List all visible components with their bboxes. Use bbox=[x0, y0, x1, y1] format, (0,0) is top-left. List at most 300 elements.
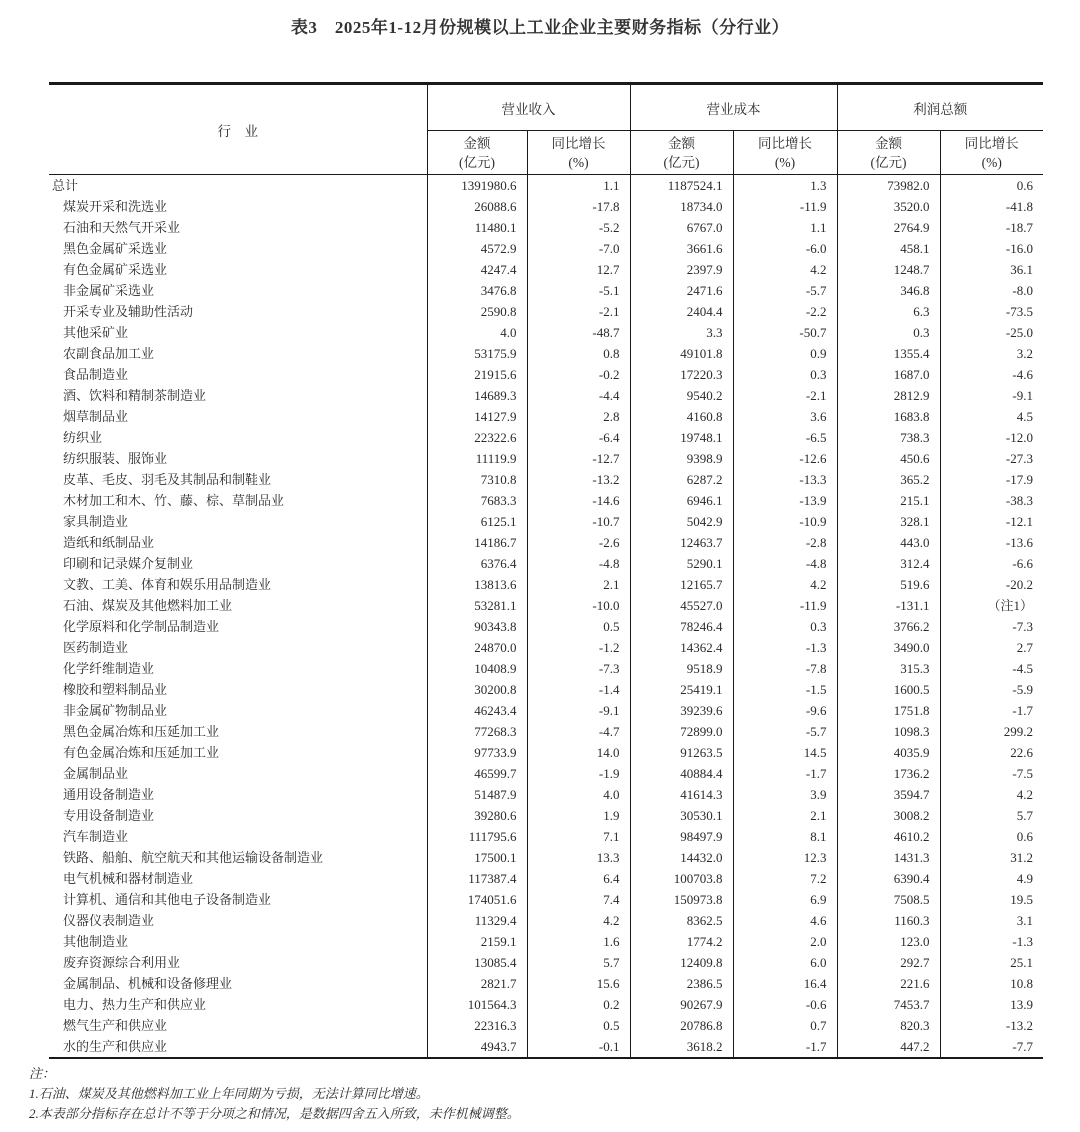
value-cell: 2386.5 bbox=[630, 973, 733, 994]
value-cell: -12.0 bbox=[1005, 430, 1033, 445]
value-cell: 4.2 bbox=[733, 259, 837, 280]
industry-cell: 电力、热力生产和供应业 bbox=[49, 994, 427, 1015]
industry-cell: 医药制造业 bbox=[49, 637, 427, 658]
value-cell: -1.5 bbox=[733, 679, 837, 700]
value-cell: 0.6 bbox=[1016, 829, 1033, 844]
value-cell: 0.3 bbox=[733, 616, 837, 637]
industry-cell: 化学原料和化学制品制造业 bbox=[49, 616, 427, 637]
value-cell: 22316.3 bbox=[427, 1015, 527, 1036]
value-cell: 1751.8 bbox=[837, 700, 940, 721]
value-cell: 101564.3 bbox=[427, 994, 527, 1015]
value-cell: 4247.4 bbox=[427, 259, 527, 280]
value-cell: 450.6 bbox=[837, 448, 940, 469]
value-cell: 2812.9 bbox=[837, 385, 940, 406]
value-cell: -16.0 bbox=[1005, 241, 1033, 256]
column-group-operating-cost: 营业成本 bbox=[630, 84, 837, 131]
value-cell: -20.2 bbox=[1005, 577, 1033, 592]
value-cell: -13.2 bbox=[527, 469, 630, 490]
value-cell: -4.5 bbox=[1012, 661, 1033, 676]
value-cell: 21915.6 bbox=[427, 364, 527, 385]
value-cell: 97733.9 bbox=[427, 742, 527, 763]
industry-cell: 石油和天然气开采业 bbox=[49, 217, 427, 238]
value-cell: -5.7 bbox=[733, 280, 837, 301]
column-subheader-revenue-amount bbox=[427, 131, 527, 175]
value-cell: 90267.9 bbox=[630, 994, 733, 1015]
value-cell: 1431.3 bbox=[837, 847, 940, 868]
value-cell: 14186.7 bbox=[427, 532, 527, 553]
column-subheader-revenue-growth bbox=[527, 131, 630, 175]
value-cell: 6946.1 bbox=[630, 490, 733, 511]
value-cell: 3.2 bbox=[1016, 346, 1033, 361]
value-cell: 12.7 bbox=[527, 259, 630, 280]
value-cell: 19748.1 bbox=[630, 427, 733, 448]
value-cell: -6.5 bbox=[733, 427, 837, 448]
value-cell: 30530.1 bbox=[630, 805, 733, 826]
value-cell: 14362.4 bbox=[630, 637, 733, 658]
value-cell: 5.7 bbox=[1016, 808, 1033, 823]
value-cell: -131.1 bbox=[837, 595, 940, 616]
value-cell: 3594.7 bbox=[837, 784, 940, 805]
value-cell: -4.6 bbox=[1012, 367, 1033, 382]
value-cell: 10.8 bbox=[1010, 976, 1033, 991]
industry-cell: 煤炭开采和洗选业 bbox=[49, 196, 427, 217]
value-cell: 1160.3 bbox=[837, 910, 940, 931]
value-cell: -27.3 bbox=[1005, 451, 1033, 466]
table-row bbox=[49, 196, 1043, 217]
value-cell: 4943.7 bbox=[427, 1036, 527, 1058]
column-subheader-profit-growth bbox=[940, 131, 1043, 175]
value-cell: 519.6 bbox=[837, 574, 940, 595]
value-cell: 46599.7 bbox=[427, 763, 527, 784]
column-subheader-cost-amount bbox=[630, 131, 733, 175]
industry-cell: 石油、煤炭及其他燃料加工业 bbox=[49, 595, 427, 616]
value-cell: -6.6 bbox=[1012, 556, 1033, 571]
industry-cell: 纺织服装、服饰业 bbox=[49, 448, 427, 469]
value-cell: 7.1 bbox=[527, 826, 630, 847]
value-cell: -1.4 bbox=[527, 679, 630, 700]
value-cell: 443.0 bbox=[837, 532, 940, 553]
value-cell: 14.0 bbox=[527, 742, 630, 763]
value-cell: -1.7 bbox=[733, 1036, 837, 1058]
value-cell: 2404.4 bbox=[630, 301, 733, 322]
subheader-line1: 同比增长 bbox=[964, 135, 1019, 151]
value-cell: -6.4 bbox=[527, 427, 630, 448]
notes-label: 注： bbox=[29, 1066, 56, 1081]
value-cell: 215.1 bbox=[837, 490, 940, 511]
value-cell: -11.9 bbox=[733, 196, 837, 217]
value-cell: 4.2 bbox=[527, 910, 630, 931]
value-cell: 4.9 bbox=[1016, 871, 1033, 886]
value-cell: -0.2 bbox=[527, 364, 630, 385]
column-group-total-profit: 利润总额 bbox=[837, 84, 1043, 131]
value-cell: 4.0 bbox=[427, 322, 527, 343]
table-row bbox=[49, 826, 1043, 847]
value-cell: 3.9 bbox=[733, 784, 837, 805]
industry-cell: 电气机械和器材制造业 bbox=[49, 868, 427, 889]
subheader-line2: (%) bbox=[774, 154, 796, 170]
value-cell: -6.0 bbox=[733, 238, 837, 259]
industry-cell: 食品制造业 bbox=[49, 364, 427, 385]
value-cell: 7.4 bbox=[527, 889, 630, 910]
value-cell: 6.9 bbox=[733, 889, 837, 910]
value-cell: 0.9 bbox=[733, 343, 837, 364]
industry-cell: 非金属矿采选业 bbox=[49, 280, 427, 301]
value-cell: 0.3 bbox=[733, 364, 837, 385]
value-cell: 51487.9 bbox=[427, 784, 527, 805]
value-cell: 2821.7 bbox=[427, 973, 527, 994]
value-cell: -25.0 bbox=[1005, 325, 1033, 340]
value-cell: 0.8 bbox=[527, 343, 630, 364]
value-cell: -12.1 bbox=[1005, 514, 1033, 529]
value-cell: 1391980.6 bbox=[427, 175, 527, 197]
value-cell: 31.2 bbox=[1010, 850, 1033, 865]
value-cell: 458.1 bbox=[837, 238, 940, 259]
value-cell: 5290.1 bbox=[630, 553, 733, 574]
value-cell: 4.2 bbox=[733, 574, 837, 595]
subheader-line1: 同比增长 bbox=[758, 135, 812, 151]
value-cell: 41614.3 bbox=[630, 784, 733, 805]
value-cell: 39239.6 bbox=[630, 700, 733, 721]
value-cell: 150973.8 bbox=[630, 889, 733, 910]
value-cell: 14689.3 bbox=[427, 385, 527, 406]
value-cell: -13.6 bbox=[1005, 535, 1033, 550]
value-cell: -18.7 bbox=[1005, 220, 1033, 235]
value-cell: 98497.9 bbox=[630, 826, 733, 847]
value-cell: -48.7 bbox=[527, 322, 630, 343]
value-cell: 13.9 bbox=[1010, 997, 1033, 1012]
value-cell: 14432.0 bbox=[630, 847, 733, 868]
subheader-line1: 金额 bbox=[463, 135, 491, 151]
page-title: 表3 2025年1-12月份规模以上工业企业主要财务指标（分行业） bbox=[290, 18, 790, 37]
value-cell: 2159.1 bbox=[427, 931, 527, 952]
industry-cell: 木材加工和木、竹、藤、棕、草制品业 bbox=[49, 490, 427, 511]
industry-cell: 印刷和记录媒介复制业 bbox=[49, 553, 427, 574]
value-cell: 7310.8 bbox=[427, 469, 527, 490]
value-cell: 5.7 bbox=[527, 952, 630, 973]
value-cell: -10.9 bbox=[733, 511, 837, 532]
value-cell: -1.9 bbox=[527, 763, 630, 784]
value-cell: 3618.2 bbox=[630, 1036, 733, 1058]
industry-cell: 烟草制品业 bbox=[49, 406, 427, 427]
value-cell: 6287.2 bbox=[630, 469, 733, 490]
value-cell: -0.6 bbox=[733, 994, 837, 1015]
industry-cell: 金属制品业 bbox=[49, 763, 427, 784]
value-cell: 49101.8 bbox=[630, 343, 733, 364]
value-cell: 447.2 bbox=[837, 1036, 940, 1058]
value-cell: 4610.2 bbox=[837, 826, 940, 847]
value-cell: 0.5 bbox=[527, 1015, 630, 1036]
value-cell: 2.1 bbox=[527, 574, 630, 595]
table-row bbox=[49, 490, 1043, 511]
value-cell: 11329.4 bbox=[427, 910, 527, 931]
value-cell: 78246.4 bbox=[630, 616, 733, 637]
subheader-line2: (亿元) bbox=[459, 154, 495, 170]
industry-cell: 黑色金属冶炼和压延加工业 bbox=[49, 721, 427, 742]
value-cell: -5.2 bbox=[527, 217, 630, 238]
industry-cell: 总计 bbox=[49, 175, 427, 197]
subheader-line2: (亿元) bbox=[663, 154, 700, 170]
value-cell: 4160.8 bbox=[630, 406, 733, 427]
value-cell: 25.1 bbox=[1010, 955, 1033, 970]
value-cell: 6767.0 bbox=[630, 217, 733, 238]
table-row bbox=[49, 364, 1043, 385]
industry-cell: 橡胶和塑料制品业 bbox=[49, 679, 427, 700]
value-cell: 8362.5 bbox=[630, 910, 733, 931]
value-cell: 9398.9 bbox=[630, 448, 733, 469]
value-cell: 20786.8 bbox=[630, 1015, 733, 1036]
value-cell: 14127.9 bbox=[427, 406, 527, 427]
value-cell: 1187524.1 bbox=[630, 175, 733, 197]
value-cell: -8.0 bbox=[1012, 283, 1033, 298]
value-cell: -2.1 bbox=[527, 301, 630, 322]
value-cell: 0.7 bbox=[733, 1015, 837, 1036]
value-cell: -7.7 bbox=[1012, 1039, 1033, 1054]
value-cell: -1.2 bbox=[527, 637, 630, 658]
value-cell: 1600.5 bbox=[837, 679, 940, 700]
value-cell: -10.0 bbox=[527, 595, 630, 616]
table-row bbox=[49, 847, 1043, 868]
value-cell: 1736.2 bbox=[837, 763, 940, 784]
value-cell: 36.1 bbox=[1010, 262, 1033, 277]
value-cell: 8.1 bbox=[733, 826, 837, 847]
value-cell: -13.2 bbox=[1005, 1018, 1033, 1033]
value-cell: 14.5 bbox=[733, 742, 837, 763]
value-cell: -9.1 bbox=[527, 700, 630, 721]
table-row bbox=[49, 217, 1043, 238]
notes-section bbox=[29, 1064, 1080, 1124]
table-row bbox=[49, 868, 1043, 889]
value-cell: 3490.0 bbox=[837, 637, 940, 658]
value-cell: -13.3 bbox=[733, 469, 837, 490]
value-cell: 4572.9 bbox=[427, 238, 527, 259]
industry-cell: 家具制造业 bbox=[49, 511, 427, 532]
value-cell: 46243.4 bbox=[427, 700, 527, 721]
subheader-line2: (亿元) bbox=[870, 154, 907, 170]
subheader-line1: 金额 bbox=[668, 135, 695, 151]
table-row bbox=[49, 532, 1043, 553]
industry-cell: 金属制品、机械和设备修理业 bbox=[49, 973, 427, 994]
industry-cell: 造纸和纸制品业 bbox=[49, 532, 427, 553]
industry-cell: 有色金属矿采选业 bbox=[49, 259, 427, 280]
value-cell: 3.6 bbox=[733, 406, 837, 427]
table-row bbox=[49, 931, 1043, 952]
column-header-industry: 行 业 bbox=[49, 84, 427, 175]
value-cell: -5.7 bbox=[733, 721, 837, 742]
subheader-line1: 金额 bbox=[875, 135, 902, 151]
value-cell: 7453.7 bbox=[837, 994, 940, 1015]
industry-cell: 燃气生产和供应业 bbox=[49, 1015, 427, 1036]
value-cell: 111795.6 bbox=[427, 826, 527, 847]
value-cell: 9518.9 bbox=[630, 658, 733, 679]
industry-cell: 废弃资源综合利用业 bbox=[49, 952, 427, 973]
value-cell: -9.1 bbox=[1012, 388, 1033, 403]
table-row bbox=[49, 322, 1043, 343]
value-cell: 90343.8 bbox=[427, 616, 527, 637]
value-cell: 39280.6 bbox=[427, 805, 527, 826]
value-cell: 12409.8 bbox=[630, 952, 733, 973]
value-cell: 7683.3 bbox=[427, 490, 527, 511]
column-subheader-profit-amount bbox=[837, 131, 940, 175]
value-cell: 25419.1 bbox=[630, 679, 733, 700]
value-cell: -12.6 bbox=[733, 448, 837, 469]
table-row bbox=[49, 637, 1043, 658]
value-cell: 2.0 bbox=[733, 931, 837, 952]
value-cell: 17500.1 bbox=[427, 847, 527, 868]
value-cell: 26088.6 bbox=[427, 196, 527, 217]
value-cell: 6390.4 bbox=[837, 868, 940, 889]
value-cell: 3520.0 bbox=[837, 196, 940, 217]
industry-cell: 有色金属冶炼和压延加工业 bbox=[49, 742, 427, 763]
value-cell: -7.5 bbox=[1012, 766, 1033, 781]
subheader-line2: (%) bbox=[568, 154, 589, 170]
industry-cell: 其他制造业 bbox=[49, 931, 427, 952]
value-cell: 3661.6 bbox=[630, 238, 733, 259]
value-cell: 346.8 bbox=[837, 280, 940, 301]
value-cell: -5.9 bbox=[1012, 682, 1033, 697]
value-cell: -11.9 bbox=[733, 595, 837, 616]
value-cell: 91263.5 bbox=[630, 742, 733, 763]
header-group-row bbox=[49, 84, 1043, 131]
value-cell: -38.3 bbox=[1005, 493, 1033, 508]
value-cell: 1774.2 bbox=[630, 931, 733, 952]
value-cell: -73.5 bbox=[1005, 304, 1033, 319]
value-cell: 2471.6 bbox=[630, 280, 733, 301]
table-row bbox=[49, 889, 1043, 910]
value-cell: 4035.9 bbox=[837, 742, 940, 763]
value-cell: 5042.9 bbox=[630, 511, 733, 532]
value-cell: -5.1 bbox=[527, 280, 630, 301]
value-cell: -17.9 bbox=[1005, 472, 1033, 487]
value-cell: 6.0 bbox=[733, 952, 837, 973]
industry-cell: 农副食品加工业 bbox=[49, 343, 427, 364]
value-cell: 15.6 bbox=[527, 973, 630, 994]
value-cell: -4.7 bbox=[527, 721, 630, 742]
value-cell: 3766.2 bbox=[837, 616, 940, 637]
industry-cell: 酒、饮料和精制茶制造业 bbox=[49, 385, 427, 406]
industry-cell: 专用设备制造业 bbox=[49, 805, 427, 826]
table-row bbox=[49, 952, 1043, 973]
value-cell: -1.7 bbox=[1012, 703, 1033, 718]
value-cell: 17220.3 bbox=[630, 364, 733, 385]
table-row bbox=[49, 616, 1043, 637]
table-row bbox=[49, 994, 1043, 1015]
industry-cell: 水的生产和供应业 bbox=[49, 1036, 427, 1058]
table-row bbox=[49, 385, 1043, 406]
table-row bbox=[49, 427, 1043, 448]
value-cell: 30200.8 bbox=[427, 679, 527, 700]
table-row bbox=[49, 343, 1043, 364]
table-row bbox=[49, 1015, 1043, 1036]
value-cell: 11480.1 bbox=[427, 217, 527, 238]
value-cell: -41.8 bbox=[1005, 199, 1033, 214]
value-cell: 820.3 bbox=[837, 1015, 940, 1036]
value-cell: 4.5 bbox=[1016, 409, 1033, 424]
value-cell: 0.3 bbox=[837, 322, 940, 343]
table-row bbox=[49, 511, 1043, 532]
value-cell: -2.2 bbox=[733, 301, 837, 322]
industry-cell: 皮革、毛皮、羽毛及其制品和制鞋业 bbox=[49, 469, 427, 490]
value-cell: 6.4 bbox=[527, 868, 630, 889]
note-item-1: 1.石油、煤炭及其他燃料加工业上年同期为亏损，无法计算同比增速。 bbox=[29, 1086, 429, 1101]
value-cell: 4.6 bbox=[733, 910, 837, 931]
value-cell: 24870.0 bbox=[427, 637, 527, 658]
table-row bbox=[49, 679, 1043, 700]
table-row bbox=[49, 658, 1043, 679]
value-cell: -4.4 bbox=[527, 385, 630, 406]
subheader-line2: (%) bbox=[981, 154, 1002, 170]
value-cell: 4.0 bbox=[527, 784, 630, 805]
table-row bbox=[49, 238, 1043, 259]
value-cell: 6.3 bbox=[837, 301, 940, 322]
table-row bbox=[49, 406, 1043, 427]
industry-cell: 黑色金属矿采选业 bbox=[49, 238, 427, 259]
table-row bbox=[49, 175, 1043, 197]
column-subheader-cost-growth bbox=[733, 131, 837, 175]
column-group-operating-revenue: 营业收入 bbox=[427, 84, 630, 131]
table-row bbox=[49, 784, 1043, 805]
value-cell: 7.2 bbox=[733, 868, 837, 889]
value-cell: 1.9 bbox=[527, 805, 630, 826]
value-cell: （注1） bbox=[987, 598, 1033, 613]
table-row bbox=[49, 742, 1043, 763]
value-cell: 19.5 bbox=[1010, 892, 1033, 907]
value-cell: 1.3 bbox=[733, 175, 837, 197]
table-row bbox=[49, 910, 1043, 931]
value-cell: 3.1 bbox=[1016, 913, 1033, 928]
value-cell: 3008.2 bbox=[837, 805, 940, 826]
value-cell: -0.1 bbox=[527, 1036, 630, 1058]
value-cell: 1683.8 bbox=[837, 406, 940, 427]
industry-cell: 开采专业及辅助性活动 bbox=[49, 301, 427, 322]
value-cell: 1.1 bbox=[527, 175, 630, 197]
value-cell: -7.8 bbox=[733, 658, 837, 679]
value-cell: 12165.7 bbox=[630, 574, 733, 595]
value-cell: 2.8 bbox=[527, 406, 630, 427]
table-row bbox=[49, 553, 1043, 574]
value-cell: 3476.8 bbox=[427, 280, 527, 301]
value-cell: 12463.7 bbox=[630, 532, 733, 553]
table-row bbox=[49, 301, 1043, 322]
value-cell: 299.2 bbox=[1003, 724, 1033, 739]
table-row bbox=[49, 973, 1043, 994]
value-cell: -4.8 bbox=[733, 553, 837, 574]
value-cell: 1355.4 bbox=[837, 343, 940, 364]
value-cell: -50.7 bbox=[733, 322, 837, 343]
industry-cell: 化学纤维制造业 bbox=[49, 658, 427, 679]
value-cell: 13813.6 bbox=[427, 574, 527, 595]
value-cell: 12.3 bbox=[733, 847, 837, 868]
value-cell: 2.7 bbox=[1016, 640, 1033, 655]
note-item-2: 2.本表部分指标存在总计不等于分项之和情况，是数据四舍五入所致，未作机械调整。 bbox=[29, 1106, 520, 1121]
industry-cell: 通用设备制造业 bbox=[49, 784, 427, 805]
table-row bbox=[49, 259, 1043, 280]
value-cell: -1.7 bbox=[733, 763, 837, 784]
value-cell: -9.6 bbox=[733, 700, 837, 721]
value-cell: 312.4 bbox=[837, 553, 940, 574]
table-row bbox=[49, 448, 1043, 469]
value-cell: 117387.4 bbox=[427, 868, 527, 889]
industry-cell: 汽车制造业 bbox=[49, 826, 427, 847]
value-cell: 1248.7 bbox=[837, 259, 940, 280]
value-cell: 174051.6 bbox=[427, 889, 527, 910]
industry-cell: 其他采矿业 bbox=[49, 322, 427, 343]
value-cell: 1687.0 bbox=[837, 364, 940, 385]
value-cell: -2.8 bbox=[733, 532, 837, 553]
value-cell: 6376.4 bbox=[427, 553, 527, 574]
value-cell: 6125.1 bbox=[427, 511, 527, 532]
value-cell: -17.8 bbox=[527, 196, 630, 217]
value-cell: -2.6 bbox=[527, 532, 630, 553]
